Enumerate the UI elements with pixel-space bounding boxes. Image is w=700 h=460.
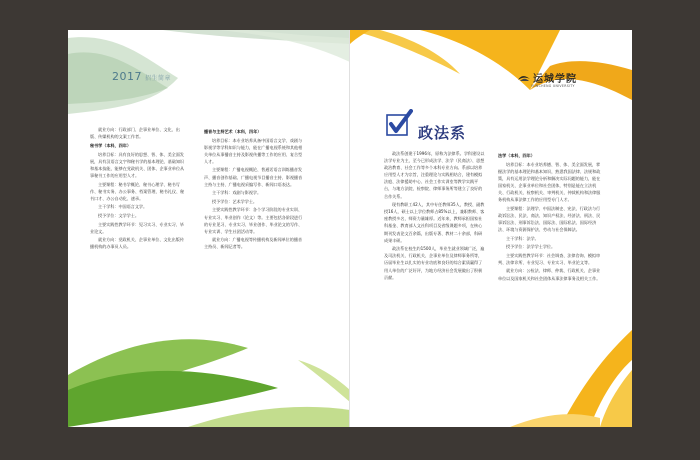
checkmark-icon xyxy=(385,109,413,137)
section-heading: 秘书学（本科，四年） xyxy=(90,143,131,149)
logo-emblem-icon xyxy=(518,74,530,82)
university-name: 运城学院 xyxy=(533,74,577,85)
paragraph: 政法系在校生约1500人，毕业生就业领域广泛，遍及司法机关、行政机关、企事业单位及律师事务所等，历届毕业生以扎实的专业功底和良好的综合素质赢得了用人单位的广泛好评，为地方经济社会发展做出了积极贡献。 xyxy=(384,246,485,280)
paragraph: 就业方向：公检法、律师、仲裁、行政机关、企事业单位以及国家机关和社会团体从事法律事务及相关工作。 xyxy=(498,268,601,281)
paragraph: 授予学位：文学学士。 xyxy=(98,213,139,219)
left-page xyxy=(68,30,350,427)
right-page xyxy=(350,30,632,427)
university-logo xyxy=(518,70,577,85)
year-header xyxy=(112,70,171,83)
paragraph: 主干学科：中国语言文学。 xyxy=(98,204,148,210)
paragraph: 培养目标：本专业培养德、智、体、美全面发展，掌握法学的基本理论和基本知识，熟悉我国法律、法规和政策，具有运用法学理论分析和解决实际问题的能力，能在国家机关、企事业单位和社会团体，特别是能在立法机关、行政机关、检察机关、审判机关、仲裁机构和法律服务机构从事法律工作的应用型专门人才。 xyxy=(498,161,601,203)
section-heading: 播音与主持艺术（本科，四年） xyxy=(204,129,262,134)
paragraph: 现有教职工42人，其中专任教师35人，教授、副教授16人，硕士以上学位教师占85%以上，兼职教师、客座教授多名，师资力量雄厚。近年来，教师承担国家社科基金、教育部人文社科项目及省级课题多项，在核心期刊发表论文百余篇，出版专著、教材二十余部，科研成果丰硕。 xyxy=(384,202,485,243)
paragraph: 主干学科：法学。 xyxy=(506,235,539,241)
paragraph: 就业方向：广播电视等传播机构及新闻单位的播音主持员、新闻记者等。 xyxy=(204,237,303,250)
university-english-name: YUNCHENG UNIVERSITY xyxy=(531,84,575,88)
paragraph: 主要实践性教学环节：社会调查、法律咨询、模拟审判、法律诊所、专业见习、专业实习、毕业论文等。 xyxy=(498,252,601,265)
paragraph: 主要课程：秘书学概论、秘书心理学、秘书写作、秘书实务、办公事务、档案管理、秘书礼仪、秘书口才、办公自动化、速录。 xyxy=(90,181,185,201)
paragraph: 政法系创建于1996年，原称为法律系。学科建设以法学专业为主，至今已形成法学、法学（民商法）、思想政治教育、社会工作等多个本科专业方向。系部以培养应用型人才为宗旨，注重理论与实践相结合，建有模拟法庭、法律援助中心、社会工作实训室等教学实践平台，与地方法院、检察院、律师事务所等建立了良好的合作关系。 xyxy=(384,151,485,199)
paragraph: 授予学位：法学学士学位。 xyxy=(506,244,556,250)
department-title: 政法系 xyxy=(418,124,467,142)
paragraph: 就业方向：党政机关、企事业单位、文化出版传播机构的办事员人员。 xyxy=(90,237,184,250)
right-column-2 xyxy=(498,150,602,283)
paragraph: 主要课程：法理学、中国法制史、宪法、行政法与行政诉讼法、民法、商法、知识产权法、经济法、刑法、民事诉讼法、刑事诉讼法、国际法、国际私法、国际经济法、环境与资源保护法、劳动与社会保障法。 xyxy=(498,205,601,232)
right-column-1 xyxy=(384,150,486,282)
paragraph: 培养目标：本专业培养具备中国语言文学、戏剧与影视学等学科知识与能力，能在广播电视系统和其他相关单位从事播音主持及影视传播等工作的应用、复合型人才。 xyxy=(204,137,303,164)
paragraph: 主要实践性教学环节：见习实习、专业实习、毕业论文。 xyxy=(90,221,184,234)
left-column-2 xyxy=(204,126,304,252)
paragraph: 授予学位：艺术学学士。 xyxy=(212,198,258,204)
paragraph: 主干学科：戏剧与影视学。 xyxy=(212,190,262,196)
paragraph: 主要课程：广播电视概论、普通话语言训练播音发声、播音创作基础、广播电视节目播音主持、影视播音主持与主持、广播电视采编写作、新闻口语表达。 xyxy=(204,167,303,187)
left-column-1 xyxy=(90,126,188,252)
year-label: 2017 xyxy=(112,70,142,83)
paragraph: 培养目标：具有良好的思想、智、体、美全面发展，具有汉语言文字和秘书学的基本理论、基础知识和基本技能，能够在党政机关、团体、企事业单位从事秘书工作的应用型人才。 xyxy=(90,151,185,179)
year-subtitle: 招生简章 xyxy=(145,75,172,82)
paragraph: 就业方向：行政部门、企事业单位、文化、出版、传媒机构的文案工作者。 xyxy=(90,127,180,140)
paragraph: 主要实践性教学环节：各个学习阶段的专业实训、专业实习、毕业创作（论文）等。主要包括各阶段进行的专业见习、专业实习、毕业创作、毕业论文的写作、专业实训、学生社团活动等。 xyxy=(204,207,303,234)
section-heading: 法学（本科，四年） xyxy=(498,153,535,158)
